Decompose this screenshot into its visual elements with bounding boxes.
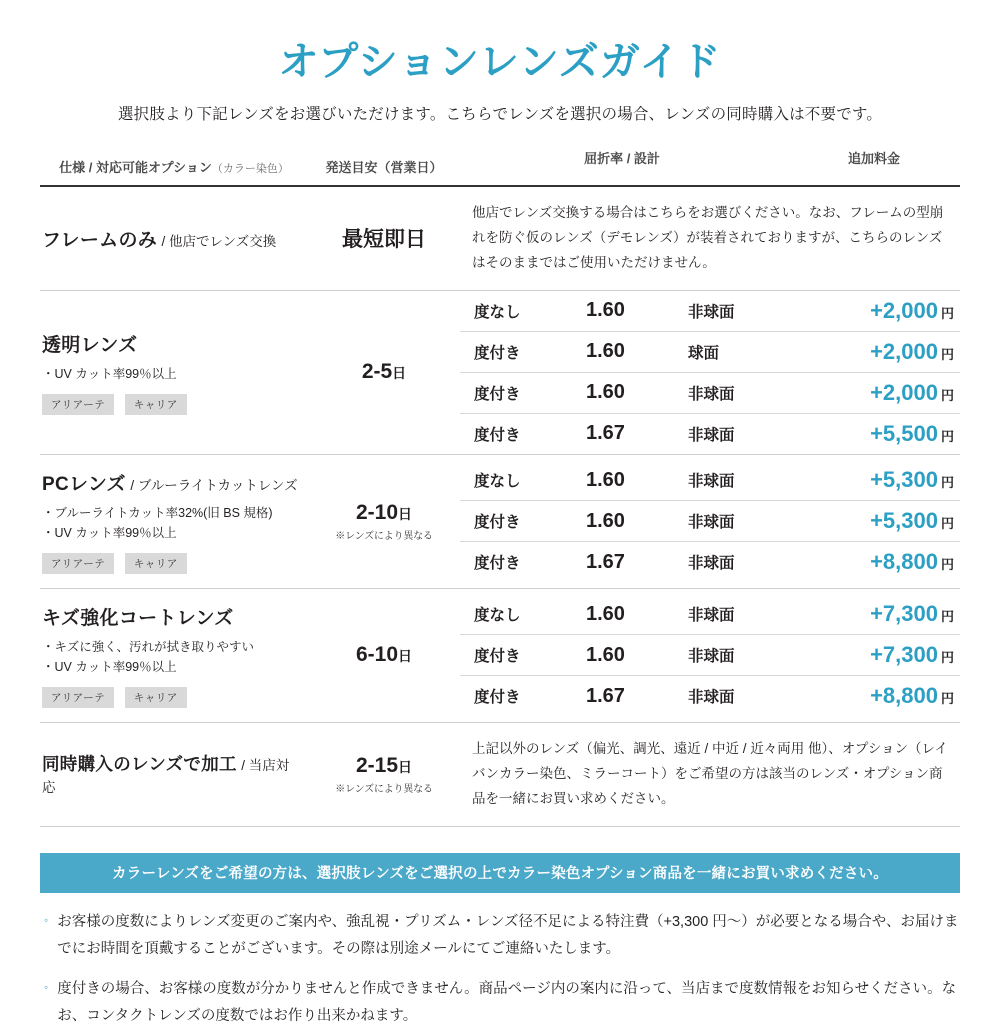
spec-row <box>460 413 960 454</box>
spec-index: 1.67 <box>586 550 625 573</box>
spec-row <box>460 676 960 717</box>
lens-name-sub: / ブルーライトカットレンズ <box>130 477 298 493</box>
column-header-spec-note: （カラー染色） <box>211 163 289 175</box>
color-lens-banner: カラーレンズをご希望の方は、選択肢レンズをご選択の上でカラー染色オプション商品を一緒にお買い求めください。 <box>40 853 960 893</box>
spec-price <box>809 291 960 332</box>
option-tag: キャリア <box>125 553 187 574</box>
spec-degree: 度なし <box>460 291 585 332</box>
table-row <box>40 454 960 588</box>
lens-name-sub: / 他店でレンズ交換 <box>161 233 277 249</box>
shipping-note: ※レンズにより異なる <box>335 783 433 795</box>
spec-price <box>809 676 960 717</box>
spec-index: 1.60 <box>585 331 687 372</box>
shipping-estimate <box>308 290 460 454</box>
spec-price-unit: 円 <box>940 475 954 491</box>
spec-price-value: +2,000 <box>870 297 938 323</box>
spec-price <box>809 501 960 542</box>
lens-feature: ・UV カット率99％以上 <box>42 525 177 540</box>
spec-price-unit: 円 <box>940 346 954 362</box>
guide-table <box>40 146 960 827</box>
spec-index: 1.67 <box>586 684 625 707</box>
spec-degree: 度付き <box>460 635 585 676</box>
spec-index: 1.60 <box>585 372 687 413</box>
row-name-cell <box>40 722 308 826</box>
spec-price-value: +7,300 <box>870 601 938 627</box>
spec-degree: 度付き <box>460 501 585 542</box>
spec-price-unit: 円 <box>940 650 954 666</box>
shipping-value: 2-15 <box>355 753 399 777</box>
shipping-value: 最短即日 <box>342 228 426 252</box>
note-text: 度付きの場合、お客様の度数が分かりませんと作成できません。商品ページ内の案内に沿って、当店まで度数情報をお知らせください。なお、コンタクトレンズの度数ではお作り出来かねます。 <box>57 981 957 1025</box>
shipping-estimate <box>308 722 460 826</box>
spec-degree: 度付き <box>474 555 521 573</box>
spec-table-host <box>460 454 960 588</box>
spec-row <box>460 372 960 413</box>
spec-price-value: +5,300 <box>870 467 938 493</box>
spec-index: 1.60 <box>585 501 687 542</box>
spec-row <box>460 331 960 372</box>
spec-degree: 度付き <box>474 426 521 444</box>
spec-price-unit: 円 <box>940 557 954 573</box>
shipping-value: 2-5 <box>361 360 393 384</box>
lens-feature: ・キズに強く、汚れが拭き取りやすい <box>42 639 255 654</box>
shipping-value: 6-10 <box>355 643 399 667</box>
shipping-unit: 日 <box>398 505 413 522</box>
lens-feature: ・UV カット率99％以上 <box>42 366 177 381</box>
spec-index: 1.67 <box>586 422 625 445</box>
row-name-cell <box>40 454 308 588</box>
lens-name: キズ強化コートレンズ <box>42 607 234 629</box>
spec-design: 非球面 <box>688 426 735 444</box>
spec-degree: 度なし <box>460 594 585 635</box>
option-tag: アリアーテ <box>42 394 114 415</box>
shipping-estimate <box>308 454 460 588</box>
note-item <box>44 909 959 963</box>
spec-degree: 度付き <box>474 689 521 707</box>
table-row <box>40 290 960 454</box>
circle-bullet-icon: ◦ <box>44 912 49 927</box>
spec-price-value: +8,800 <box>870 683 938 709</box>
table-row <box>40 722 960 826</box>
row-description: 他店でレンズ交換する場合はこちらをお選びください。なお、フレームの型崩れを防ぐ仮のレンズ（デモレンズ）が装着されておりますが、こちらのレンズはそのままではご使用いただけません。 <box>472 205 944 270</box>
spec-price-unit: 円 <box>940 428 954 444</box>
spec-price-value: +8,800 <box>870 549 938 575</box>
spec-table-host <box>460 588 960 722</box>
spec-design: 非球面 <box>687 501 809 542</box>
spec-degree: 度付き <box>460 372 585 413</box>
option-tag-list <box>42 394 300 415</box>
spec-index: 1.60 <box>585 635 687 676</box>
shipping-note: ※レンズにより異なる <box>335 530 433 542</box>
option-tag-list <box>42 687 300 708</box>
lens-name: PCレンズ <box>42 473 126 495</box>
spec-index: 1.60 <box>585 291 687 332</box>
spec-design: 球面 <box>687 331 809 372</box>
lens-feature-list <box>42 637 300 677</box>
spec-degree: 度付き <box>460 331 585 372</box>
shipping-unit: 日 <box>392 365 407 382</box>
spec-design: 非球面 <box>687 291 809 332</box>
note-text: お客様の度数によりレンズ変更のご案内や、強乱視・プリズム・レンズ径不足による特注費（+3,300 円～）が必要となる場合や、お届けまでにお時間を頂戴することがございます。その際は別途メールにてご連絡いたします。 <box>57 913 959 957</box>
spec-price-value: +2,000 <box>870 338 938 364</box>
spec-price-unit: 円 <box>940 516 954 532</box>
spec-price <box>809 413 960 454</box>
spec-row <box>460 635 960 676</box>
shipping-estimate <box>308 588 460 722</box>
spec-row <box>460 291 960 332</box>
lens-feature-list <box>42 364 300 384</box>
spec-index: 1.60 <box>585 460 687 501</box>
row-description: 上記以外のレンズ（偏光、調光、遠近 / 中近 / 近々両用 他）、オプション（レイバンカラー染色、ミラーコート）をご希望の方は該当のレンズ・オプション商品を一緒にお買い求めください。 <box>472 740 948 806</box>
spec-price-unit: 円 <box>940 387 954 403</box>
spec-design: 非球面 <box>687 372 809 413</box>
spec-price <box>809 331 960 372</box>
spec-row <box>460 501 960 542</box>
spec-table <box>460 594 960 716</box>
lens-name: フレームのみ <box>42 229 158 251</box>
shipping-unit: 日 <box>398 758 413 775</box>
spec-design: 非球面 <box>687 460 809 501</box>
lens-name-sub: / 当店対応 <box>42 758 290 796</box>
column-header-spec <box>40 146 308 186</box>
column-header-index-price <box>460 146 960 186</box>
spec-price-value: +2,000 <box>870 379 938 405</box>
shipping-value: 2-10 <box>355 500 399 524</box>
page-title: オプションレンズガイド <box>278 40 722 84</box>
spec-table <box>460 291 960 454</box>
option-tag: キャリア <box>125 687 187 708</box>
spec-design: 非球面 <box>687 635 809 676</box>
spec-row <box>460 542 960 583</box>
spec-price-unit: 円 <box>940 609 954 625</box>
column-header-shipping: 発送目安（営業日） <box>325 160 443 175</box>
lens-feature: ・ブルーライトカット率32%(旧 BS 規格) <box>42 505 273 520</box>
guide-table-wrapper <box>40 146 960 827</box>
spec-price-unit: 円 <box>940 691 954 707</box>
page-subtitle: 選択肢より下記レンズをお選びいただけます。こちらでレンズを選択の場合、レンズの同時購入は不要です。 <box>117 106 883 123</box>
row-name-cell <box>40 588 308 722</box>
option-tag-list <box>42 553 300 574</box>
column-header-spec-label: 仕様 / 対応可能オプション <box>59 160 212 175</box>
spec-design: 非球面 <box>687 594 809 635</box>
spec-row <box>460 460 960 501</box>
spec-row <box>460 594 960 635</box>
spec-price <box>809 460 960 501</box>
table-row <box>40 187 960 290</box>
spec-table <box>460 460 960 582</box>
spec-table-host <box>460 290 960 454</box>
circle-bullet-icon: ◦ <box>44 980 49 995</box>
table-column-headers <box>40 146 960 186</box>
shipping-estimate <box>308 187 460 290</box>
row-name-cell <box>40 187 308 290</box>
spec-degree: 度なし <box>460 460 585 501</box>
note-item <box>44 976 959 1030</box>
lens-name: 同時購入のレンズで加工 <box>42 754 237 775</box>
option-tag: アリアーテ <box>42 687 114 708</box>
spec-price-value: +5,300 <box>870 508 938 534</box>
column-header-index: 屈折率 / 設計 <box>584 151 660 166</box>
spec-index: 1.60 <box>585 594 687 635</box>
column-header-price: 追加料金 <box>847 151 900 166</box>
spec-design: 非球面 <box>688 555 735 573</box>
spec-price-value: +7,300 <box>870 642 938 668</box>
option-tag: アリアーテ <box>42 553 114 574</box>
lens-name: 透明レンズ <box>42 334 138 356</box>
spec-price-value: +5,500 <box>870 420 938 446</box>
spec-price <box>809 542 960 583</box>
lens-feature-list <box>42 503 300 543</box>
shipping-unit: 日 <box>398 648 413 665</box>
option-tag: キャリア <box>125 394 187 415</box>
row-name-cell <box>40 290 308 454</box>
table-row <box>40 588 960 722</box>
spec-design: 非球面 <box>688 689 735 707</box>
spec-price <box>809 635 960 676</box>
spec-price-unit: 円 <box>940 305 954 321</box>
spec-price <box>809 594 960 635</box>
notes-list <box>44 909 959 1030</box>
lens-feature: ・UV カット率99％以上 <box>42 659 177 674</box>
spec-price <box>809 372 960 413</box>
